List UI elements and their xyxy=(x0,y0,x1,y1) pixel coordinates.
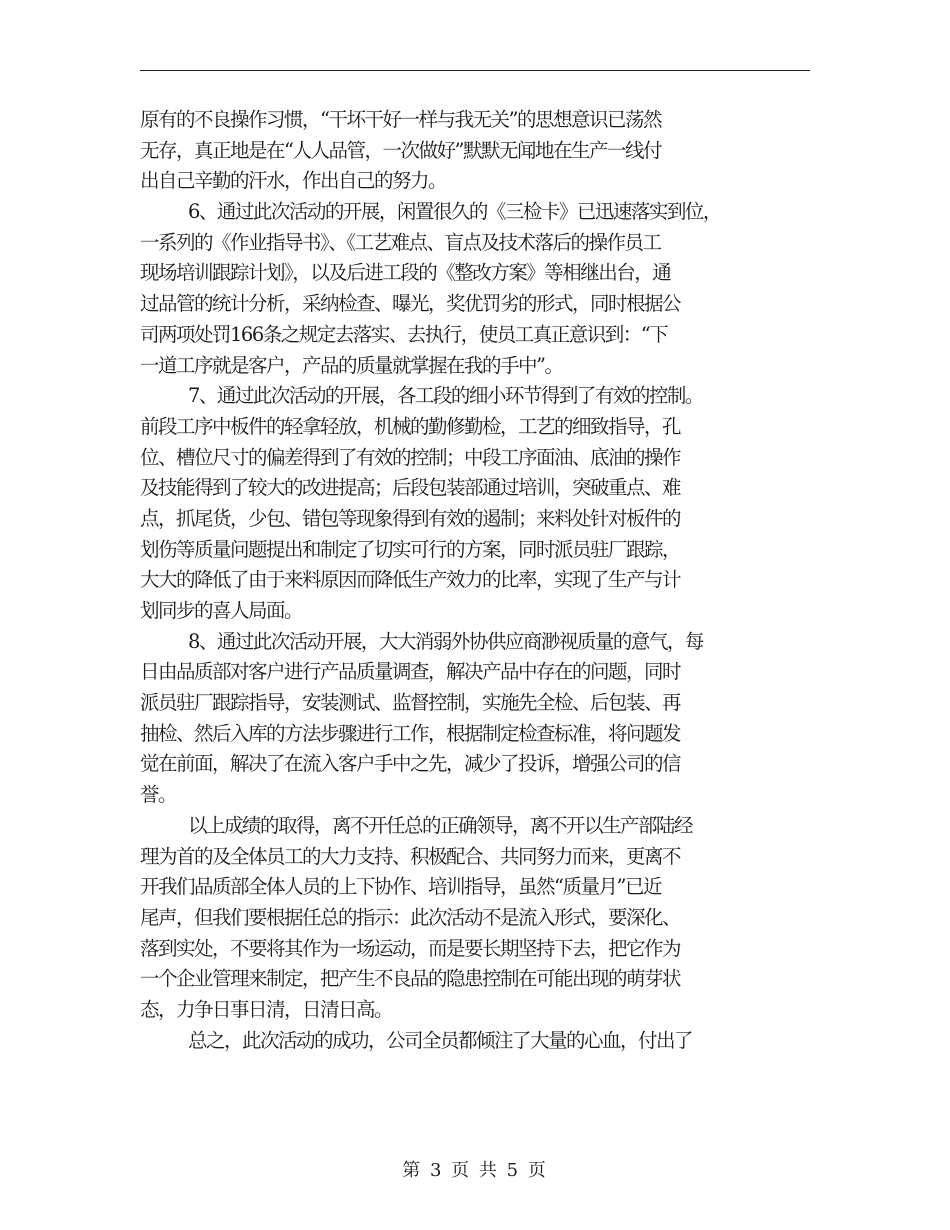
text-line: 划同步的喜人局面。 xyxy=(140,599,303,622)
text-line: 前段工序中板件的轻拿轻放，机械的勤修勤检，工艺的细致指导，孔 xyxy=(140,414,681,438)
text-line: 开我们品质部全体人员的上下协作、培训指导，虽然“质量月”已近 xyxy=(140,875,661,899)
paragraph-first-line: 6、通过此次活动的开展，闲置很久的《三检卡》已迅速落实到位， xyxy=(188,200,721,224)
text-line: 理为首的及全体员工的大力支持、积极配合、共同努力而来，更离不 xyxy=(140,844,681,868)
text-line: 及技能得到了较大的改进提高；后段包装部通过培训，突破重点、难 xyxy=(140,476,681,500)
paragraph-first-line: 总之，此次活动的成功，公司全员都倾注了大量的心血，付出了 xyxy=(188,1028,693,1052)
text-line: 一个企业管理来制定，把产生不良品的隐患控制在可能出现的萌芽状 xyxy=(140,967,681,991)
text-line: 司两项处罚166条之规定去落实、去执行，使员工真正意识到：“下 xyxy=(140,322,668,346)
text-line: 抽检、然后入库的方法步骤进行工作，根据制定检查标准，将问题发 xyxy=(140,721,681,745)
paragraph-first-line: 8、通过此次活动开展，大大消弱外协供应商渺视质量的意气，每 xyxy=(188,629,703,653)
text-line: 觉在前面，解决了在流入客户手中之先，减少了投诉，增强公司的信 xyxy=(140,752,681,776)
text-line: 点，抓尾货，少包、错包等现象得到有效的遏制；来料处针对板件的 xyxy=(140,506,681,530)
text-line: 一道工序就是客户，产品的质量就掌握在我的手中”。 xyxy=(140,353,563,377)
text-line: 日由品质部对客户进行产品质量调查，解决产品中存在的问题，同时 xyxy=(140,660,681,684)
text-line: 出自己辛勤的汗水，作出自己的努力。 xyxy=(140,169,447,193)
text-line: 无存，真正地是在“人人品管，一次做好”默默无闻地在生产一线付 xyxy=(140,138,661,162)
text-line: 原有的不良操作习惯，“干坏干好一样与我无关”的思想意识已荡然 xyxy=(140,108,661,131)
page-number-footer: 第 3 页 共 5 页 xyxy=(402,1160,548,1181)
text-line: 位、槽位尺寸的偏差得到了有效的控制；中段工序面油、底油的操作 xyxy=(140,445,681,469)
text-line: 大大的降低了由于来料原因而降低生产效力的比率，实现了生产与计 xyxy=(140,568,681,592)
text-line: 现场培训跟踪计划》，以及后进工段的《整改方案》等相继出台，通 xyxy=(140,261,671,285)
text-line: 落到实处，不要将其作为一场运动，而是要长期坚持下去，把它作为 xyxy=(140,936,681,960)
text-line: 一系列的《作业指导书》、《工艺难点、盲点及技术落后的操作员工 xyxy=(140,230,661,254)
text-line: 过品管的统计分析，采纳检查、曝光，奖优罚劣的形式，同时根据公 xyxy=(140,292,681,316)
text-line: 派员驻厂跟踪指导，安装测试、监督控制，实施先全检、后包装、再 xyxy=(140,691,681,715)
paragraph-first-line: 以上成绩的取得，离不开任总的正确领导，离不开以生产部陆经 xyxy=(188,813,693,837)
paragraph-first-line: 7、通过此次活动的开展，各工段的细小环节得到了有效的控制。 xyxy=(188,384,703,408)
header-rule xyxy=(140,70,810,71)
text-line: 尾声，但我们要根据任总的指示：此次活动不是流入形式，要深化、 xyxy=(140,905,681,929)
text-line: 誉。 xyxy=(140,783,177,807)
document-body xyxy=(140,105,820,1056)
text-line: 划伤等质量问题提出和制定了切实可行的方案，同时派员驻厂跟踪， xyxy=(140,537,681,561)
text-line: 态，力争日事日清，日清日高。 xyxy=(140,997,393,1021)
